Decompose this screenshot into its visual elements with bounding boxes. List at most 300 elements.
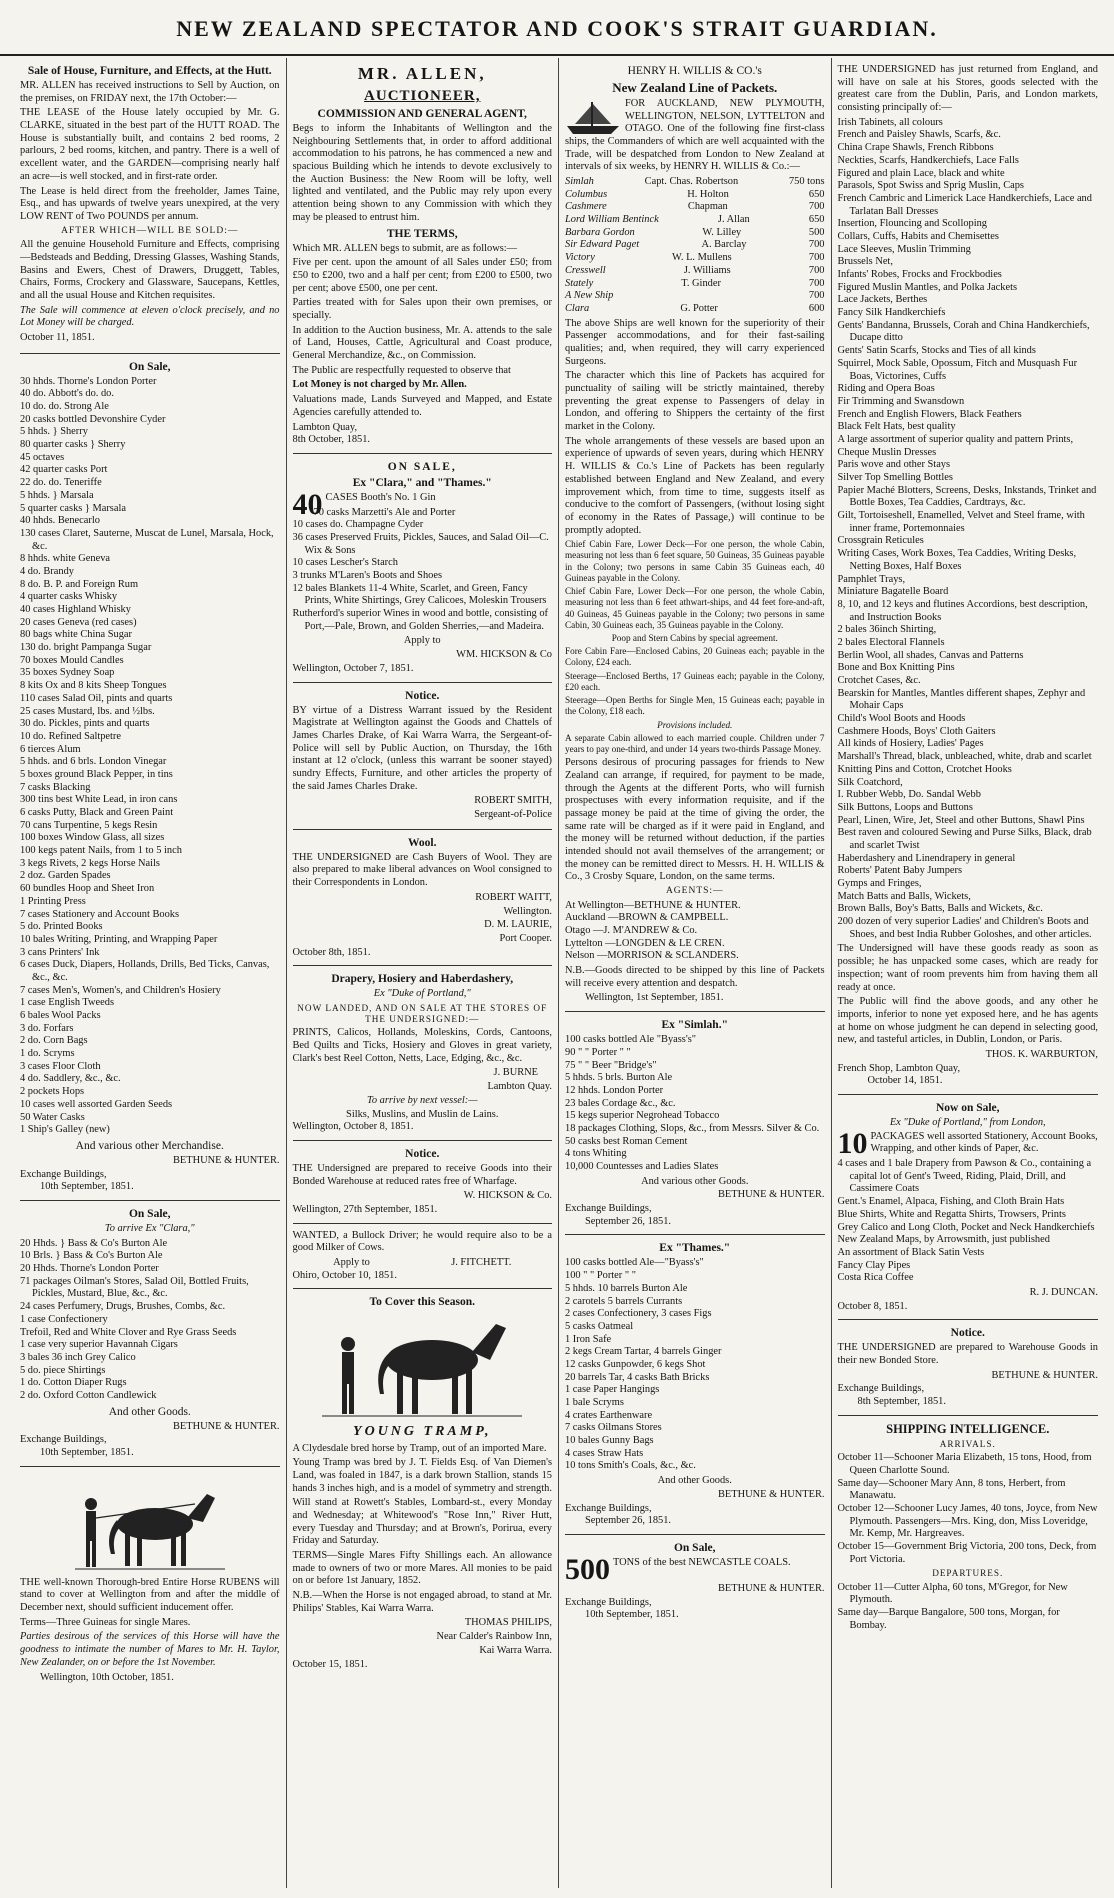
list-item: 1 case very superior Havannah Cigars [20, 1339, 178, 1351]
list-item: 4 do. Brandy [20, 565, 74, 577]
list-item: October 12—Schooner Lucy James, 40 tons, Joyce, from New Plymouth. Passengers—Mrs. King, don, Miss Loveridge, Mr. Kemp, Mr. Hargreaves. [837, 1503, 1098, 1540]
ship-row [565, 303, 825, 316]
ad-title: On Sale, [128, 1208, 171, 1220]
ad-place: Exchange Buildings, [565, 1502, 652, 1514]
ship-master: G. Potter [680, 302, 718, 314]
ad-apply: Apply to [403, 635, 441, 647]
ad-firm: BETHUNE & HUNTER. [991, 1369, 1098, 1381]
ad-lead: CASES Booth's No. 1 Gin [325, 491, 436, 503]
ad-date: 10th September, 1851. [585, 1609, 679, 1621]
ad-provisions: Provisions included. [657, 719, 733, 730]
list-item: Grey Calico and Long Cloth, Pocket and Neck Handkerchiefs [837, 1221, 1095, 1233]
ship-row [565, 214, 825, 227]
ad-signature: D. M. LAURIE, [484, 919, 552, 931]
list-item: Insertion, Flouncing and Scolloping [837, 218, 987, 230]
ship-row [565, 290, 825, 303]
list-item: 7 cases Stationery and Account Books [20, 908, 180, 920]
ad-text: The above Ships are well known for the superiority of their Passenger accommodations, and for their fast-sailing qualities; and, when required, they will carry experienced Surgeons. [565, 317, 825, 367]
ad-notice-distress [293, 683, 553, 830]
list-item: Best raven and coloured Sewing and Purse Silks, Black, drab and scarlet Twist [837, 827, 1092, 851]
ad-firm: BETHUNE & HUNTER. [718, 1582, 825, 1594]
ad-subtitle: To arrive Ex "Clara," [104, 1223, 195, 1235]
list-item: 71 packages Oilman's Stores, Salad Oil, Bottled Fruits, Pickles, Mustard, Blue, &c., &c. [20, 1275, 249, 1300]
list-item: Miniature Bagatelle Board [837, 586, 949, 598]
list-item: 20 barrels Tar, 4 casks Bath Bricks [565, 1371, 710, 1383]
ad-text: The character which this line of Packets has acquired for punctuality of sailing will be strictly maintained, thereby preventing the great expense to Passengers of delay in London, and offering to Shippers the certainty of the first market in the Colony. [565, 370, 825, 433]
ad-text: BY virtue of a Distress Warrant issued by the Resident Magistrate at Wellington against the Goods and Chattels of James Charles Drake, of Kai Warra Warra, the Sergeant-of-Police will sell by Public Auction, on Thursday, the 16th instant at 12 o'clock, (unless this warrant be sooner stayed) sundry Effects, Furniture, and other articles the property of the said James Charles Drake. [292, 704, 552, 792]
ad-title: Now on Sale, [935, 1102, 1000, 1114]
ad-place: Lambton Quay. [487, 1081, 552, 1093]
ad-date: September 26, 1851. [585, 1515, 671, 1527]
list-item: China Crape Shawls, French Ribbons [837, 142, 994, 154]
horse-icon [322, 1312, 522, 1420]
list-item: 2 doz. Garden Spades [20, 870, 111, 882]
list-item: Collars, Cuffs, Habits and Chemisettes [837, 230, 999, 242]
list-item: Gents' Satin Scarfs, Stocks and Ties of all kinds [837, 345, 1036, 357]
list-item: 8, 10, and 12 keys and flutines Accordions, best description, and Instruction Books [837, 598, 1088, 623]
list-item: 300 tins best White Lead, in iron cans [20, 794, 178, 806]
ship-name: Stately [565, 277, 594, 289]
list-item: At Wellington—BETHUNE & HUNTER. [565, 899, 741, 911]
list-item: 130 cases Claret, Sauterne, Muscat de Lunel, Marsala, Hock, &c. [20, 527, 274, 552]
ad-text: TONS of the best NEWCASTLE COALS. [613, 1556, 791, 1568]
list-item: 10 do. Refined Saltpetre [20, 730, 121, 742]
list-item: Black Felt Hats, best quality [837, 421, 956, 433]
list-item: 15 kegs superior Negrohead Tobacco [565, 1110, 720, 1122]
list-item: 30 hhds. Thorne's London Porter [20, 375, 157, 387]
ad-text: The whole arrangements of these vessels are based upon an experience of upwards of seven years, during which HENRY H. WILLIS & Co.'s Line of Packets has been regularly established between England and New Zealand, and every improvement which, from time to time, suggests itself as conducive to the comfort of Passengers, (without losing sight of economy in the Rates of Passage,) will continue to be promptly adopted. [565, 435, 825, 536]
ad-title: On Sale, [673, 1541, 716, 1554]
ad-firm: BETHUNE & HUNTER. [718, 1189, 825, 1201]
ship-row [565, 265, 825, 278]
columns [14, 58, 1104, 1888]
list-item: 8 kits Ox and 8 kits Sheep Tongues [20, 680, 167, 692]
ad-title: To Cover this Season. [369, 1296, 475, 1309]
section-title: SHIPPING INTELLIGENCE. [886, 1421, 1050, 1436]
list-item: 3 kegs Rivets, 2 kegs Horse Nails [20, 857, 160, 869]
ad-date: October 8th, 1851. [292, 946, 371, 958]
arrivals-list [838, 1452, 1099, 1566]
list-item: A large assortment of superior quality and pattern Prints, [837, 433, 1074, 445]
list-item: 1 case Confectionery [20, 1313, 108, 1325]
ad-text: TERMS—Single Mares Fifty Shillings each. An allowance made to owners of two or more Mares. All monies to be paid on or before 1st January, 1852. [292, 1550, 552, 1587]
item-list [293, 507, 553, 634]
ad-signature: THOMAS PHILIPS, [464, 1617, 552, 1629]
ad-title: On Sale, [128, 360, 171, 373]
list-item: Costa Rica Coffee [837, 1272, 914, 1284]
ship-tons: 650 [808, 188, 825, 200]
list-item: 4 do. Saddlery, &c., &c. [20, 1073, 121, 1085]
list-item: 7 casks Oilmans Stores [565, 1422, 662, 1434]
ship-row [565, 201, 825, 214]
ad-text: Five per cent. upon the amount of all Sales under £50; from £50 to £200, two and a half per cent; from £200 to £500, two per cent; above £500, one per cent. [292, 257, 552, 294]
ad-title: Drapery, Hosiery and Haberdashery, [331, 973, 514, 986]
ad-date: October 15, 1851. [292, 1658, 368, 1670]
ad-signature: ROBERT SMITH, [474, 795, 552, 807]
masthead [0, 0, 1114, 56]
ad-signature-place: Wellington. [503, 905, 552, 917]
ad-fare-note: Poop and Stern Cabins by special agreement. [611, 633, 778, 643]
ad-ex-thames [565, 1235, 825, 1534]
ad-place: Lambton Quay, [292, 421, 358, 433]
ad-lead: PACKAGES well assorted Stationery, Account Books, Wrapping, and other kinds of Paper, &c. [870, 1130, 1098, 1155]
ad-text: The Public will find the above goods, and any other he imports, inferior to none yet exposed here, and he has agents at home on whose judgment he can depend in selecting good, new, and tasteful articles, in Dublin, London, or Paris. [837, 996, 1098, 1046]
list-item: 10 do. do. Strong Ale [20, 401, 109, 413]
list-item: Paris wove and other Stays [837, 459, 951, 471]
list-item: 2 bales Electoral Flannels [837, 636, 945, 648]
ad-text: The Undersigned will have these goods ready as soon as possible; he has unpacked some cases, which are ready for inspection; want of room prevents him from having them all ready at once. [837, 943, 1098, 993]
list-item: Writing Cases, Work Boxes, Tea Caddies, Writing Desks, Netting Boxes, Half Boxes [837, 548, 1077, 572]
list-item: 10,000 Countesses and Ladies Slates [565, 1161, 719, 1173]
ad-text: Parties treated with for Sales upon their own premises, or specially. [292, 297, 552, 321]
list-item: 2 do. Oxford Cotton Candlewick [20, 1389, 157, 1401]
ad-title: Ex "Simlah." [661, 1019, 728, 1032]
list-item: 40 cases Highland Whisky [20, 604, 131, 616]
ad-fare: Steerage—Enclosed Berths, 17 Guineas each; payable in the Colony, £20 each. [565, 670, 825, 692]
ad-coal [565, 1535, 825, 1628]
ship-name: A New Ship [565, 290, 614, 302]
ad-signature: ROBERT WAITT, [475, 891, 552, 903]
list-item: Papier Maché Blotters, Screens, Desks, Inkstands, Trinket and Bottle Boxes, Tea Caddies, Cardtrays, &c. [837, 484, 1097, 509]
list-item: 50 Water Casks [20, 1111, 85, 1123]
list-item: 7 cases Men's, Women's, and Children's Hosiery [20, 984, 221, 996]
ship-master: J. Allan [717, 214, 750, 226]
list-item: 40 hhds. Benecarlo [20, 515, 100, 527]
ad-signature-title: Sergeant-of-Police [474, 809, 552, 821]
ad-date: Wellington, October 8, 1851. [292, 1121, 414, 1133]
ad-signature: J. FITCHETT. [451, 1257, 512, 1269]
ship-master: W. L. Mullens [672, 252, 732, 264]
list-item: 3 bales 36 inch Grey Calico [20, 1351, 136, 1363]
ad-text: THE well-known Thorough-bred Entire Horse RUBENS will stand to cover at Wellington from and after the middle of December next, should sufficient inducement offer. [20, 1576, 280, 1614]
item-list [838, 117, 1099, 942]
ad-big-number: 40 [292, 487, 323, 521]
list-item: Irish Tabinets, all colours [837, 116, 943, 128]
ad-place: Exchange Buildings, [20, 1168, 107, 1180]
list-item: 20 casks bottled Devonshire Cyder [20, 413, 166, 425]
ship-master: H. Holton [687, 188, 729, 200]
list-item: 70 casks Marzetti's Ale and Porter [313, 506, 456, 518]
ad-text: FOR AUCKLAND, NEW PLYMOUTH, WELLINGTON, NELSON, LYTTELTON and OTAGO. One of the following fine first-class ships, the Commanders of which are well acquainted with the Trade, will be despatched from London to New Zealand at intervals of six weeks, by HENRY H. WILLIS & Co.:— [565, 97, 825, 173]
list-item: Otago —J. M'ANDREW & Co. [565, 925, 698, 937]
list-item: 35 boxes Sydney Soap [20, 667, 115, 679]
item-list [20, 376, 280, 1137]
ad-text: The Lease is held direct from the freeholder, James Taine, Esq., and has upwards of twelve years unexpired, at the very LOW RENT of Two POUNDS per annum. [20, 185, 280, 222]
list-item: Pamphlet Trays, [837, 573, 906, 585]
list-item: 40 do. Abbott's do. do. [20, 388, 114, 400]
ad-text: Which MR. ALLEN begs to submit, are as follows:— [292, 242, 518, 254]
list-item: An assortment of Black Satin Vests [837, 1246, 985, 1258]
ship-master: J. Williams [683, 264, 731, 276]
ship-tons: 700 [808, 201, 825, 213]
list-item: 6 casks Putty, Black and Green Paint [20, 807, 174, 819]
ad-text: A separate Cabin allowed to each married couple. Children under 7 years to pay one-third, and under 14 years two-thirds Passage Money. [565, 732, 825, 754]
ad-firm: BETHUNE & HUNTER. [718, 1488, 825, 1500]
ship-name: Victory [565, 252, 595, 264]
ad-text: The Public are respectfully requested to observe that [292, 364, 511, 376]
departures-list [838, 1582, 1099, 1633]
ad-text: Persons desirous of procuring passages for friends to New Zealand can arrange, if required, for payment to be made, through the Agents at the different Ports, who will furnish prospectuses with every information requisite, and if the passage money be paid at the time of giving the order, the same rate will be charged as if it were paid in England, and the money will be returned without deduction, if the parties intended should not avail themselves of the arrangement; or the money can be remitted direct to Messrs. H. H. WILLIS & Co., 3 Crosby Square, London, on the same terms. [565, 757, 825, 883]
ad-notice-warehouse [838, 1320, 1099, 1415]
list-item: Cheque Muslin Dresses [837, 446, 937, 458]
ad-arrive-items: Silks, Muslins, and Muslin de Lains. [346, 1108, 499, 1120]
list-item: 1 Ship's Galley (new) [20, 1124, 110, 1136]
ad-text: Lot Money is not charged by Mr. Allen. [292, 379, 467, 391]
list-item: October 11—Cutter Alpha, 60 tons, M'Gregor, for New Plymouth. [837, 1581, 1068, 1606]
newspaper-title: NEW ZEALAND SPECTATOR AND COOK'S STRAIT GUARDIAN. [176, 16, 938, 41]
list-item: 100 kegs patent Nails, from 1 to 5 inch [20, 845, 182, 857]
list-item: French Cambric and Limerick Lace Handkerchiefs, Lace and Tarlatan Ball Dresses [837, 192, 1092, 217]
ship-tons: 700 [808, 239, 825, 251]
ad-subtitle: New Zealand Line of Packets. [612, 80, 778, 96]
ad-big-number: 500 [565, 1552, 610, 1586]
ship-name: Lord William Bentinck [565, 214, 659, 226]
list-item: 12 hhds. London Porter [565, 1084, 664, 1096]
list-item: Silk Coatchord, [837, 776, 903, 788]
ship-master: T. Ginder [681, 277, 721, 289]
list-item: Parasols, Spot Swiss and Sprig Muslin, Caps [837, 180, 1024, 192]
list-item: 80 quarter casks } Sherry [20, 439, 126, 451]
list-item: Gymps and Fringes, [837, 878, 922, 889]
ad-on-sale-clara [293, 454, 553, 683]
ad-place: Exchange Buildings, [565, 1203, 652, 1215]
list-item: 7 casks Blacking [20, 781, 91, 793]
item-list [565, 1034, 825, 1174]
list-item: Fir Trimming and Swansdown [837, 395, 965, 407]
ad-text: Will stand at Rowett's Stables, Lombard-st., every Monday and Wednesday; at Whitewood's "Rose Inn," River Hutt, every Tuesday and Thursday; and at Brown's, Porirua, every Friday and Saturday. [292, 1497, 552, 1547]
ad-fare: Chief Cabin Fare, Lower Deck—For one person, the whole Cabin, measuring not less than 6 feet square, 50 Guineas, 35 Guineas payable in the Colony; two persons in same Cabin 35 Guineas each, 40 Guineas payable in the Colony. [565, 539, 825, 583]
list-item: Figured Muslin Mantles, and Polka Jackets [837, 281, 1018, 293]
list-item: 8 hhds. white Geneva [20, 553, 111, 565]
list-item: 36 cases Preserved Fruits, Pickles, Sauces, and Salad Oil—C. Wix & Sons [292, 531, 549, 556]
list-item: 6 cases Duck, Diapers, Hollands, Drills, Bed Ticks, Canvas, &c., &c. [20, 959, 270, 983]
list-item: Silver Top Smelling Bottles [837, 472, 953, 483]
list-item: 2 do. Corn Bags [20, 1035, 88, 1047]
list-item: 20 Hhds. } Bass & Co's Burton Ale [20, 1237, 168, 1249]
list-item: 1 do. Scryms [20, 1048, 75, 1060]
ad-date: September 26, 1851. [585, 1215, 671, 1227]
list-item: 5 hhds. 5 brls. Burton Ale [565, 1072, 673, 1084]
ad-subtitle: Ex "Clara," and "Thames." [352, 476, 492, 489]
ad-big-number: 10 [837, 1126, 868, 1160]
ad-text: Valuations made, Lands Surveyed and Mapped, and Estate Agencies carefully attended to. [292, 394, 552, 418]
ship-row [565, 239, 825, 252]
ad-subtitle: COMMISSION AND GENERAL AGENT, [317, 108, 527, 121]
ad-date: 10th September, 1851. [40, 1181, 134, 1193]
ad-text: THE Undersigned are prepared to receive Goods into their Bonded Warehouse at reduced rates free of Wharfage. [292, 1162, 552, 1187]
list-item: Child's Wool Boots and Hoods [837, 713, 966, 725]
list-item: 5 do. piece Shirtings [20, 1364, 106, 1376]
list-item: Squirrel, Mock Sable, Opossum, Fitch and Musquash Fur Boas, Victorines, Cuffs [837, 357, 1078, 382]
list-item: 2 bales 36inch Shirting, [837, 624, 937, 636]
ad-text: THE LEASE of the House lately occupied by Mr. G. CLARKE, situated in the best part of the HUTT ROAD. The House is substantially built, and contains 2 bed rooms, 2 parlours, 2 bed rooms, kitchen, and pantry. There is a well of excellent water, and the GARDEN—comprising nearly half an acre—is well stocked, and in first-rate order. [20, 107, 280, 182]
list-item: Bone and Box Knitting Pins [837, 662, 955, 674]
list-item: 100 casks bottled Ale—"Byass's" [565, 1257, 704, 1269]
list-item: 20 cases Geneva (red cases) [20, 616, 137, 628]
list-item: 23 bales Cordage &c., &c. [565, 1097, 676, 1109]
ad-title: Wool. [408, 836, 437, 849]
list-item: Same day—Barque Bangalore, 500 tons, Morgan, for Bombay. [837, 1607, 1060, 1631]
ship-row [565, 252, 825, 265]
ship-tons: 700 [808, 264, 825, 276]
ship-row [565, 176, 825, 189]
list-item: Match Batts and Balls, Wickets, [837, 890, 971, 902]
list-item: Rutherford's superior Wines in wood and bottle, consisting of Port,—Pale, Brown, and Golden Sherries,—and Madeira. [292, 608, 549, 632]
ad-note: Parties desirous of the services of this Horse will have the goodness to intimate the number of Mares to Mr. H. Taylor, New Zealander, on or before the 1st November. [20, 1631, 280, 1668]
list-item: Neckties, Scarfs, Handkerchiefs, Lace Falls [837, 154, 1019, 166]
ad-signature: J. BURNE [493, 1067, 538, 1079]
ad-date: Wellington, 10th October, 1851. [40, 1671, 174, 1683]
list-item: 1 Iron Safe [565, 1333, 612, 1345]
list-item: 100 casks bottled Ale "Byass's" [565, 1034, 696, 1046]
column-2 [287, 58, 560, 1888]
column-4 [832, 58, 1105, 1888]
list-item: 90 " " Porter " " [565, 1046, 631, 1058]
ad-signature: THOS. K. WARBURTON, [985, 1048, 1098, 1060]
ad-date: Wellington, 27th September, 1851. [292, 1203, 438, 1215]
ship-name: Cashmere [565, 201, 607, 213]
list-item: Riding and Opera Boas [837, 383, 935, 395]
ship-tons: 600 [808, 302, 825, 314]
list-item: 10 cases Lescher's Starch [292, 557, 398, 569]
ad-on-sale-1 [20, 354, 280, 1201]
list-item: 70 cans Turpentine, 5 kegs Resin [20, 819, 158, 831]
ad-text: THE UNDERSIGNED are Cash Buyers of Wool. They are also prepared to make liberal advances on Wool consigned to their Correspondents in London. [292, 851, 552, 889]
list-item: October 11—Schooner Maria Elizabeth, 15 tons, Hood, from Queen Charlotte Sound. [837, 1452, 1092, 1476]
list-item: 10 Brls. } Bass & Co's Burton Ale [20, 1250, 163, 1262]
list-item: 22 do. do. Teneriffe [20, 477, 102, 489]
ad-now-on-sale [838, 1095, 1099, 1320]
ad-title: Notice. [950, 1327, 985, 1340]
list-item: 10 cases do. Champagne Cyder [292, 519, 424, 531]
list-item: 3 do. Forfars [20, 1022, 74, 1034]
list-item: 10 bales Writing, Printing, and Wrapping Paper [20, 933, 218, 945]
ad-wool [293, 830, 553, 967]
list-item: All kinds of Hosiery, Ladies' Pages [837, 738, 984, 750]
list-item: Fancy Silk Handkerchiefs [837, 307, 946, 319]
list-item: 12 casks Gunpowder, 6 kegs Shot [565, 1358, 706, 1370]
list-item: Brussels Net, [837, 256, 893, 268]
ad-date: Wellington, October 7, 1851. [292, 662, 414, 674]
ship-icon [565, 100, 621, 136]
list-item: Fancy Clay Pipes [837, 1259, 911, 1271]
list-item: 4 quarter casks Whisky [20, 591, 118, 603]
list-item: 1 case Paper Hangings [565, 1384, 660, 1396]
list-item: 80 bags white China Sugar [20, 629, 132, 641]
ad-subtitle: Ex "Duke of Portland," from London, [889, 1117, 1046, 1129]
list-item: 4 cases Straw Hats [565, 1447, 644, 1459]
ad-date: 8th October, 1851. [292, 434, 370, 446]
ad-text: A Clydesdale bred horse by Tramp, out of an imported Mare. [292, 1442, 547, 1454]
ship-tons: 700 [808, 277, 825, 289]
list-item: Cashmere Hoods, Boys' Cloth Gaiters [837, 725, 996, 737]
ad-fare: Steerage—Open Berths for Single Men, 15 Guineas each; payable in the Colony, £18 each. [565, 695, 825, 717]
ad-text: All the genuine Household Furniture and Effects, comprising—Bedsteads and Bedding, Dressing Glasses, Washing Stands, Basins and Ewers, Chest of Drawers, Druggett, Tables, Chairs, Forms, Crockery and Glassware, Saucepans, Kettles, and all the usual House and Kitchen requisites. [20, 239, 280, 301]
ad-signature-line: Kai Warra Warra. [479, 1644, 552, 1656]
list-item: Lyttelton —LONGDEN & LE CREN. [565, 937, 725, 949]
ship-master: A. Barclay [701, 239, 747, 251]
ship-name: Columbus [565, 188, 608, 200]
item-list [838, 1158, 1099, 1285]
ship-tons: 700 [808, 252, 825, 264]
ship-row [565, 278, 825, 291]
list-item: French and Paisley Shawls, Scarfs, &c. [837, 129, 1001, 141]
ad-date: October 8, 1851. [837, 1300, 908, 1312]
ad-place: Exchange Buildings, [837, 1383, 925, 1395]
ad-text: WANTED, a Bullock Driver; he would require also to be a good Milker of Cows. [292, 1229, 552, 1254]
ad-title: Ex "Thames." [659, 1242, 731, 1255]
list-item: 2 kegs Cream Tartar, 4 barrels Ginger [565, 1346, 722, 1358]
list-item: 5 hhds. } Marsala [20, 489, 94, 501]
list-item: 3 cases Floor Cloth [20, 1060, 101, 1072]
list-item: 10 bales Gunny Bags [565, 1435, 654, 1447]
list-item: Bearskin for Mantles, Mantles different shapes, Zephyr and Mohair Caps [837, 687, 1086, 712]
ad-title: Notice. [405, 1147, 440, 1160]
list-item: Figured and plain Lace, black and white [837, 167, 1005, 179]
list-item: 8 do. B. P. and Foreign Rum [20, 578, 139, 590]
ad-fare: Chief Cabin Fare, Lower Deck—For one person, the whole Cabin, measuring not less than 6 feet athwart-ships, and 44 feet fore-and-aft, 40 Guineas, 45 Guineas payable in the Colony; two persons in same Cabin, 30 Guineas each, 35 Guineas payable in the Colony. [565, 586, 825, 630]
ship-master: Capt. Chas. Robertson [644, 176, 739, 187]
list-item: 100 boxes Window Glass, all sizes [20, 832, 165, 844]
item-list [565, 1257, 825, 1473]
ship-row [565, 227, 825, 240]
list-item: 110 cases Salad Oil, pints and quarts [20, 692, 173, 704]
ad-text: THE UNDERSIGNED are prepared to Warehouse Goods in their new Bonded Store. [837, 1342, 1098, 1367]
ad-arrive: To arrive by next vessel:— [367, 1094, 478, 1106]
list-item: 45 octaves [20, 451, 65, 463]
list-item: I. Rubber Webb, Do. Sandal Webb [837, 789, 981, 801]
ad-agents-title: AGENTS:— [665, 886, 724, 897]
ad-willis-packets [565, 58, 825, 1012]
list-item: 20 Hhds. Thorne's London Porter [20, 1263, 159, 1275]
list-item: Infants' Robes, Frocks and Frockbodies [837, 269, 1002, 280]
ship-row [565, 189, 825, 202]
list-item: Gents' Bandanna, Brussels, Corah and China Handkerchiefs, Ducape ditto [837, 319, 1090, 344]
list-item: Brown Balls, Boy's Batts, Balls and Wickets, &c. [837, 903, 1043, 915]
ad-text: In addition to the Auction business, Mr. A. attends to the sale of Land, Houses, Cattle, Agricultural and Coast produce, General Merchandize, &c., on Commission. [292, 324, 552, 362]
ship-tons: 750 tons [788, 176, 825, 187]
list-item: 75 " " Beer "Bridge's" [565, 1059, 657, 1071]
ad-intro: MR. ALLEN has received instructions to Sell by Auction, on the premises, on FRIDAY next, the 17th October:— [20, 80, 280, 104]
list-item: 70 boxes Mould Candles [20, 654, 124, 666]
ad-text: N.B.—Goods directed to be shipped by this line of Packets will receive every attention and despatch. [565, 965, 825, 989]
list-item: 18 packages Clothing, Slops, &c., from Messrs. Silver & Co. [565, 1122, 820, 1134]
ad-intro: THE UNDERSIGNED has just returned from England, and will have on sale at his Stores, goods selected with the greatest care from the Dublin, Paris, and London markets, consisting principally of:— [837, 64, 1098, 114]
ad-notice-bonded [293, 1141, 553, 1224]
list-item: 24 cases Perfumery, Drugs, Brushes, Combs, &c. [20, 1301, 226, 1313]
ad-firm: WM. HICKSON & Co [456, 649, 552, 661]
departures-heading: DEPARTURES. [932, 1568, 1004, 1579]
list-item: 200 dozen of very superior Ladies' and Children's Boots and Shoes, and best India Rubber Goloshes, and other articles. [837, 916, 1092, 940]
ad-date: Wellington, 1st September, 1851. [585, 992, 724, 1004]
ship-master: Chapman [687, 201, 728, 213]
list-item: Trefoil, Red and White Clover and Rye Grass Seeds [20, 1326, 237, 1338]
ship-name: Barbara Gordon [565, 226, 635, 238]
ad-caps: AFTER WHICH—WILL BE SOLD:— [61, 225, 239, 236]
ship-table [565, 176, 825, 316]
ad-text: Young Tramp was bred by J. T. Fields Esq. of Van Diemen's Land, was foaled in 1847, is a dark brown Stallion, stands 15 hands 3 inches high, and is a model of symmetry and strength. [292, 1457, 552, 1494]
ad-tail: And other Goods. [657, 1475, 732, 1487]
list-item: Knitting Pins and Cotton, Crotchet Hooks [837, 763, 1012, 775]
list-item: Same day—Schooner Mary Ann, 8 tons, Herbert, from Manawatu. [837, 1477, 1066, 1502]
ship-name: Cresswell [565, 264, 606, 276]
ad-caps: NOW LANDED, AND ON SALE AT THE STORES OF THE UNDERSIGNED:— [297, 1002, 548, 1025]
list-item: Pearl, Linen, Wire, Jet, Steel and other Buttons, Shawl Pins [837, 814, 1085, 826]
list-item: 1 bale Scryms [565, 1397, 624, 1409]
list-item: French and English Flowers, Black Feathers [837, 408, 1022, 420]
list-item: 6 bales Wool Packs [20, 1010, 101, 1022]
list-item: 42 quarter casks Port [20, 464, 108, 476]
